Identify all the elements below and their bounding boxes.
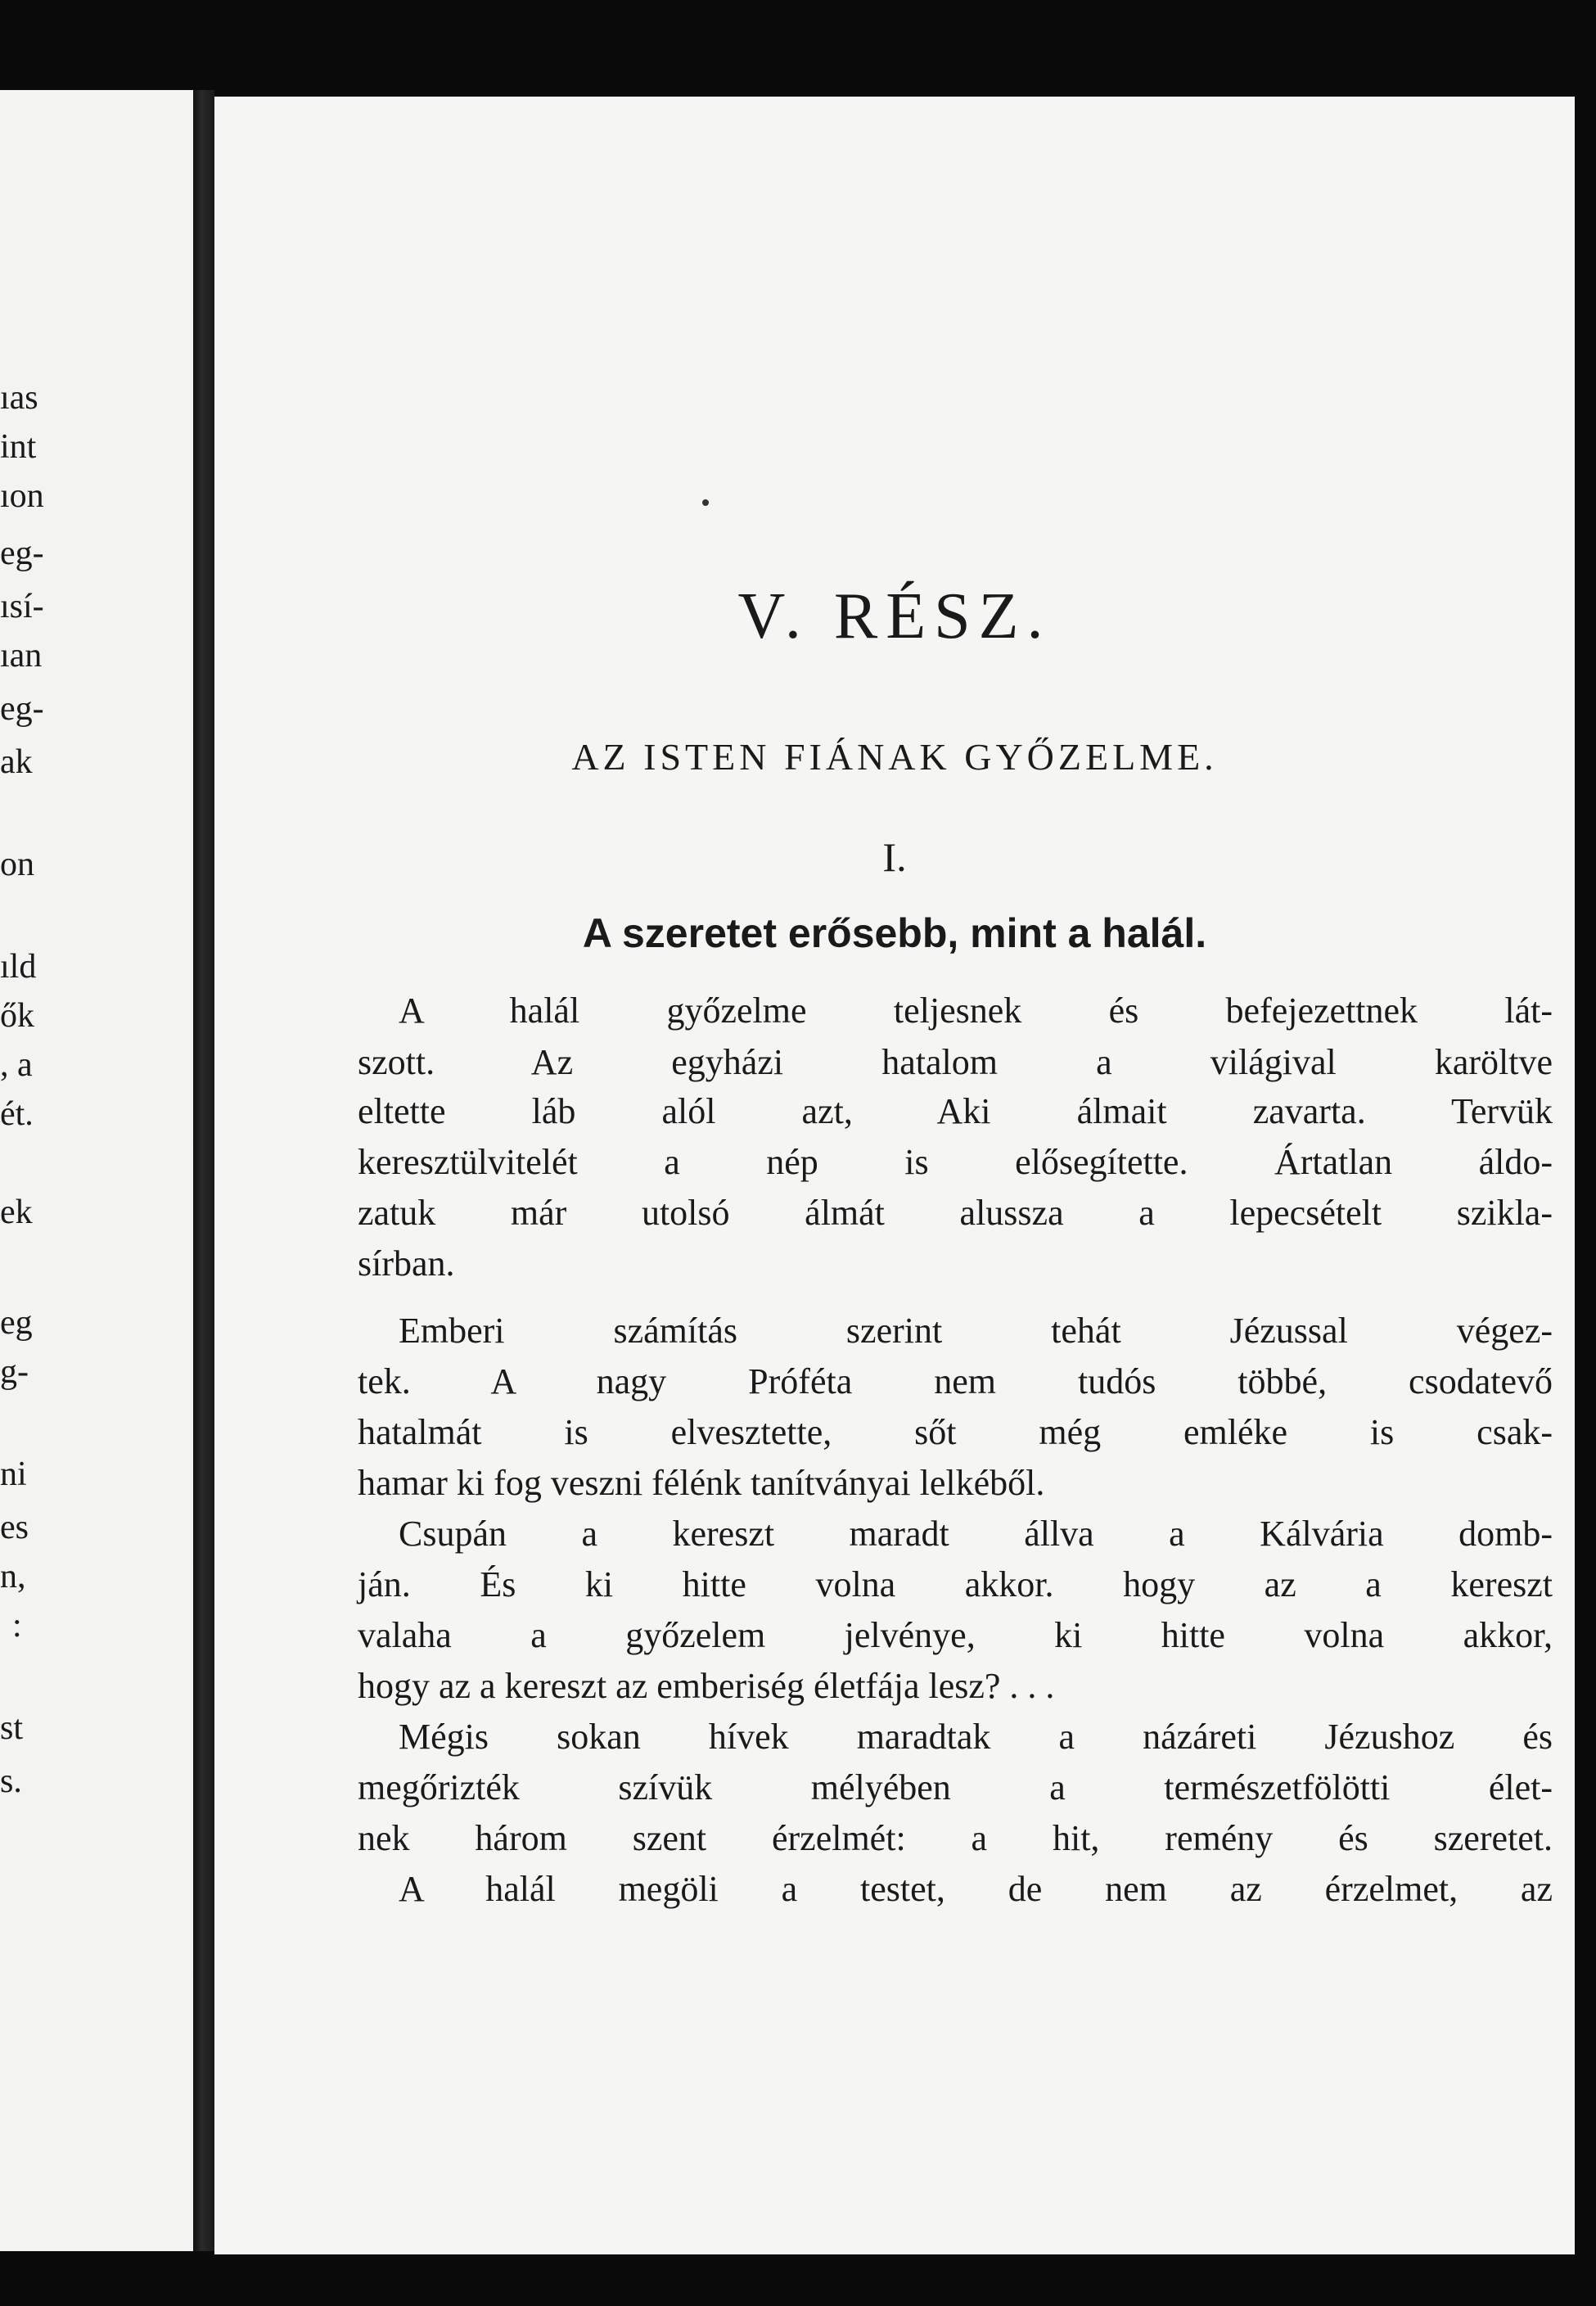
part-title: V. RÉSZ. bbox=[737, 580, 1052, 652]
body-line: nek három szent érzelmét: a hit, remény és szeretet. bbox=[358, 1818, 1553, 1858]
body-line: hamar ki fog veszni félénk tanítványai lelkéből. bbox=[358, 1463, 1045, 1503]
previous-page-fragment: ısí- bbox=[0, 588, 44, 625]
previous-page-fragment: s. bbox=[0, 1762, 22, 1800]
previous-page-fragment: int bbox=[0, 428, 37, 466]
body-line: szott. Az egyházi hatalom a világival karöltve bbox=[358, 1042, 1553, 1082]
section-title: A szeretet erősebb, mint a halál. bbox=[582, 910, 1207, 956]
previous-page-fragment: n, bbox=[0, 1558, 26, 1595]
body-line: tek. A nagy Próféta nem tudós többé, csodatevő bbox=[358, 1361, 1553, 1401]
section-number: I. bbox=[882, 834, 907, 880]
previous-page-fragment: ek bbox=[0, 1194, 33, 1231]
previous-page-fragment: es bbox=[0, 1509, 29, 1546]
body-line: A halál megöli a testet, de nem az érzelmet, az bbox=[399, 1869, 1553, 1909]
ink-speck bbox=[702, 499, 709, 506]
previous-page-fragment: eg bbox=[0, 1304, 33, 1342]
previous-page-fragment: on bbox=[0, 846, 34, 883]
previous-page-fragment: ıld bbox=[0, 948, 37, 986]
current-page bbox=[214, 97, 1575, 2254]
book-spine bbox=[193, 90, 214, 2251]
previous-page-fragment: : bbox=[12, 1607, 22, 1645]
body-line: A halál győzelme teljesnek és befejezettnek lát- bbox=[399, 991, 1553, 1031]
body-line: hogy az a kereszt az emberiség életfája lesz? . . . bbox=[358, 1666, 1055, 1706]
body-line: hatalmát is elvesztette, sőt még emléke is csak- bbox=[358, 1412, 1553, 1452]
previous-page-fragment: ıon bbox=[0, 477, 44, 515]
body-line: keresztülvitelét a nép is elősegítette. Ártatlan áldo- bbox=[358, 1142, 1553, 1182]
previous-page-fragment: st bbox=[0, 1709, 24, 1747]
previous-page-fragment: ıan bbox=[0, 637, 43, 675]
previous-page-fragment: eg- bbox=[0, 535, 44, 572]
body-line: eltette láb alól azt, Aki álmait zavarta. Tervük bbox=[358, 1091, 1553, 1131]
previous-page-fragment: ők bbox=[0, 997, 34, 1035]
previous-page bbox=[0, 90, 193, 2251]
body-line: Mégis sokan hívek maradtak a názáreti Jézushoz és bbox=[399, 1717, 1553, 1757]
previous-page-fragment: ni bbox=[0, 1455, 27, 1493]
previous-page-fragment: , a bbox=[0, 1046, 33, 1084]
body-line: Csupán a kereszt maradt állva a Kálvária domb- bbox=[399, 1514, 1553, 1554]
previous-page-fragment: ét. bbox=[0, 1095, 34, 1133]
body-line: Emberi számítás szerint tehát Jézussal végez- bbox=[399, 1311, 1553, 1351]
part-subtitle: AZ ISTEN FIÁNAK GYŐZELME. bbox=[571, 736, 1218, 778]
previous-page-fragment: g- bbox=[0, 1353, 29, 1391]
body-line: zatuk már utolsó álmát alussza a lepecsételt szikla- bbox=[358, 1193, 1553, 1233]
body-line: sírban. bbox=[358, 1243, 455, 1284]
body-line: megőrizték szívük mélyében a természetfölötti élet- bbox=[358, 1767, 1553, 1807]
previous-page-fragment: eg- bbox=[0, 690, 44, 728]
previous-page-fragment: ıas bbox=[0, 379, 38, 417]
previous-page-fragment: ak bbox=[0, 743, 33, 781]
body-line: valaha a győzelem jelvénye, ki hitte volna akkor, bbox=[358, 1615, 1553, 1655]
body-line: ján. És ki hitte volna akkor. hogy az a kereszt bbox=[358, 1564, 1553, 1604]
